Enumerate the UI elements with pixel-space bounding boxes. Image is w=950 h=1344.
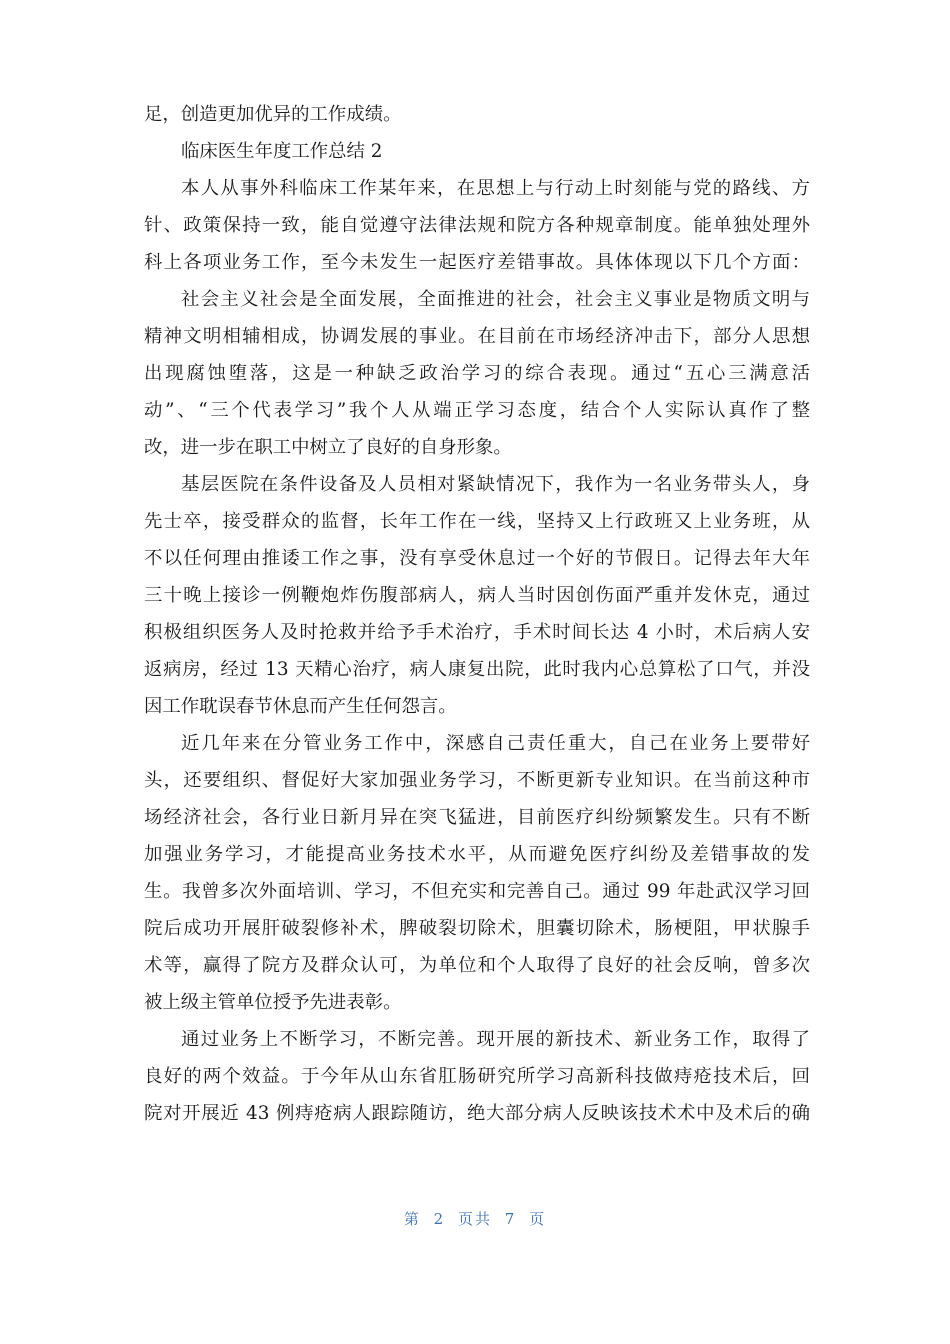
text-line: 院对开展近 43 例痔疮病人跟踪随访，绝大部分病人反映该技术术中及术后的确 xyxy=(144,1103,810,1124)
text-line: 因工作耽误春节休息而产生任何怨言。 xyxy=(144,696,457,717)
text-line: 先士卒，接受群众的监督，长年工作在一线，坚持又上行政班又上业务班，从 xyxy=(144,511,810,532)
text-line: 院后成功开展肝破裂修补术，脾破裂切除术，胆囊切除术，肠梗阻，甲状腺手 xyxy=(144,918,810,939)
text-line: 生。我曾多次外面培训、学习，不但充实和完善自己。通过 99 年赴武汉学习回 xyxy=(144,881,810,902)
document-body xyxy=(144,96,810,1132)
text-line: 本人从事外科临床工作某年来，在思想上与行动上时刻能与党的路线、方 xyxy=(181,178,810,199)
text-line: 场经济社会，各行业日新月异在突飞猛进，目前医疗纠纷频繁发生。只有不断 xyxy=(144,807,810,828)
text-line: 改，进一步在职工中树立了良好的自身形象。 xyxy=(144,437,512,458)
text-line: 针、政策保持一致，能自觉遵守法律法规和院方各种规章制度。能单独处理外 xyxy=(144,215,810,236)
text-line: 出现腐蚀堕落，这是一种缺乏政治学习的综合表现。通过“五心三满意活 xyxy=(144,363,810,384)
page-indicator: 第 2 页共 7 页 xyxy=(403,1210,547,1228)
text-line: 临床医生年度工作总结 2 xyxy=(181,141,383,162)
text-line: 头，还要组织、督促好大家加强业务学习，不断更新专业知识。在当前这种市 xyxy=(144,770,810,791)
text-line: 返病房，经过 13 天精心治疗，病人康复出院，此时我内心总算松了口气，并没 xyxy=(144,659,810,680)
text-line: 不以任何理由推诿工作之事，没有享受休息过一个好的节假日。记得去年大年 xyxy=(144,548,810,569)
text-line: 良好的两个效益。于今年从山东省肛肠研究所学习高新科技做痔疮技术后，回 xyxy=(144,1066,810,1087)
text-line: 精神文明相辅相成，协调发展的事业。在目前在市场经济冲击下，部分人思想 xyxy=(144,326,810,347)
text-line: 基层医院在条件设备及人员相对紧缺情况下，我作为一名业务带头人，身 xyxy=(181,474,810,495)
text-line: 社会主义社会是全面发展，全面推进的社会，社会主义事业是物质文明与 xyxy=(181,289,810,310)
text-line: 被上级主管单位授予先进表彰。 xyxy=(144,992,402,1013)
text-line: 积极组织医务人及时抢救并给予手术治疗，手术时间长达 4 小时，术后病人安 xyxy=(144,622,810,643)
text-line: 加强业务学习，才能提高业务技术水平，从而避免医疗纠纷及差错事故的发 xyxy=(144,844,810,865)
text-line: 足，创造更加优异的工作成绩。 xyxy=(144,104,402,125)
text-line: 通过业务上不断学习，不断完善。现开展的新技术、新业务工作，取得了 xyxy=(181,1029,810,1050)
text-line: 术等，赢得了院方及群众认可，为单位和个人取得了良好的社会反响，曾多次 xyxy=(144,955,810,976)
text-line: 近几年来在分管业务工作中，深感自己责任重大，自己在业务上要带好 xyxy=(181,733,810,754)
text-line: 三十晚上接诊一例鞭炮炸伤腹部病人，病人当时因创伤面严重并发休克，通过 xyxy=(144,585,810,606)
text-line: 科上各项业务工作，至今未发生一起医疗差错事故。具体体现以下几个方面： xyxy=(144,252,810,273)
text-line: 动”、“三个代表学习”我个人从端正学习态度，结合个人实际认真作了整 xyxy=(144,400,810,421)
